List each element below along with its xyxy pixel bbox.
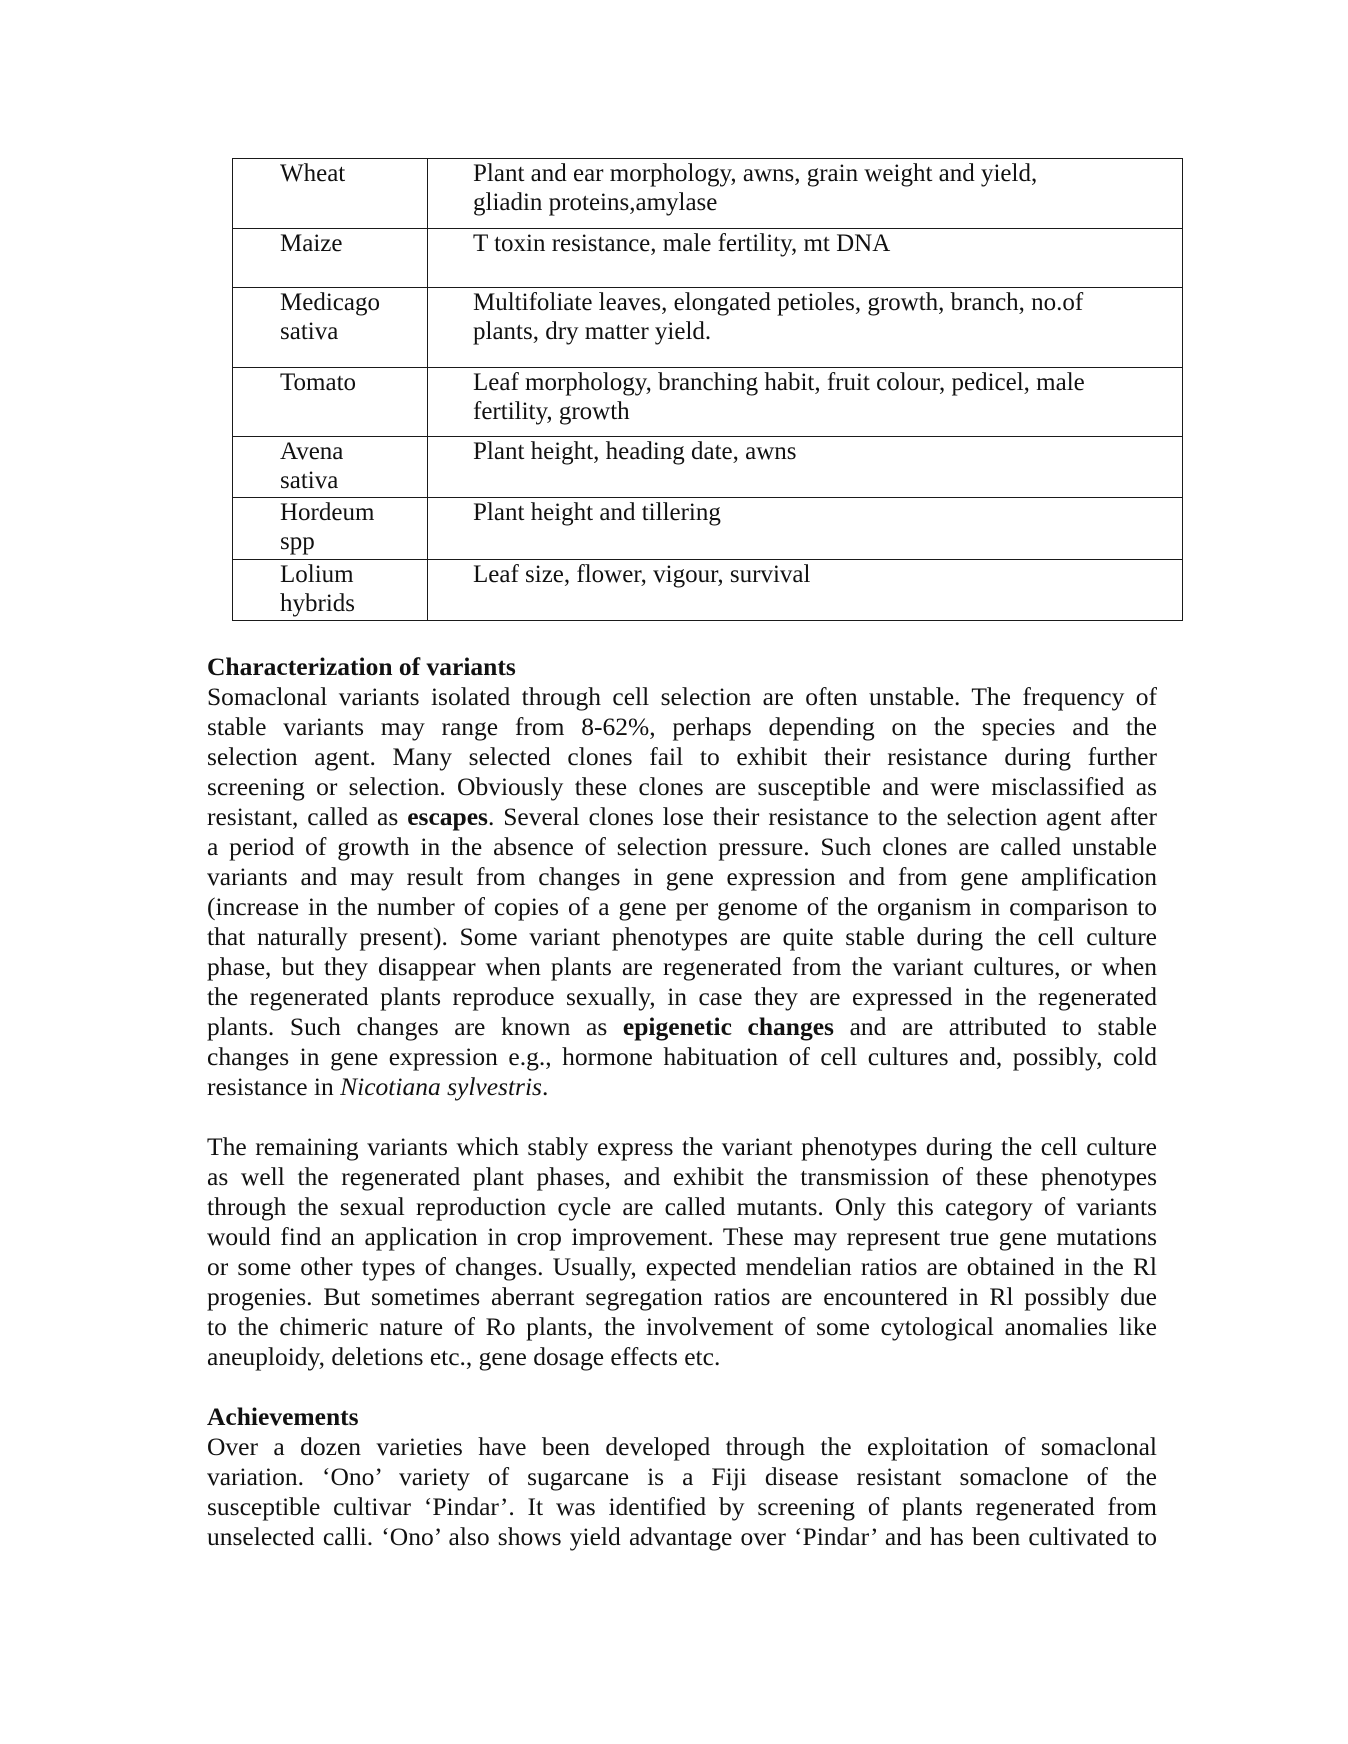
text-run: that naturally present). Some variant phenotypes are quite stable during the cell culture [207,922,1157,951]
text-line [207,1072,1157,1102]
traits-cell [428,560,1183,621]
text-run: through the sexual reproduction cycle are called mutants. Only this category of variants [207,1192,1157,1221]
text-line-content [207,1342,1157,1372]
text-run: The remaining variants which stably express the variant phenotypes during the cell culture [207,1132,1157,1161]
text-line-content [207,1162,1157,1192]
characterization-section [207,652,1157,1552]
traits-cell [428,498,1183,560]
crop-name: spp [280,528,315,555]
crop-name: Maize [280,230,343,257]
text-line-content [207,1252,1157,1282]
table-row [233,498,1183,560]
italic-species-name: Nicotiana sylvestris [340,1072,542,1101]
text-line-content [207,1522,1157,1552]
text-run: Somaclonal variants isolated through cell selection are often unstable. The frequency of [207,682,1157,711]
text-line-content [207,1432,1157,1462]
text-line [207,1192,1157,1222]
text-line-content [207,1012,1157,1042]
trait-list: Plant and ear morphology, awns, grain weight and yield, [473,160,1038,187]
table-row [233,368,1183,437]
text-run: variation. ‘Ono’ variety of sugarcane is a Fiji disease resistant somaclone of the [207,1462,1157,1491]
text-line [207,682,1157,712]
text-run: variants and may result from changes in gene expression and from gene amplification [207,862,1157,891]
traits-cell [428,159,1183,229]
crop-name: Lolium [280,561,354,588]
trait-list: fertility, growth [473,398,630,425]
text-run: stable variants may range from 8-62%, perhaps depending on the species and the [207,712,1157,741]
table-row [233,560,1183,621]
crop-name: Avena [280,438,344,465]
text-run: Over a dozen varieties have been developed through the exploitation of somaclonal [207,1432,1157,1461]
crop-name: Wheat [280,160,346,187]
text-run: aneuploidy, deletions etc., gene dosage effects etc. [207,1342,721,1371]
text-line-content [207,682,1157,712]
text-line-content [207,802,1157,832]
table-row [233,288,1183,368]
text-line-content [207,832,1157,862]
text-line [207,1012,1157,1042]
trait-list: Plant height, heading date, awns [473,438,797,465]
bold-term: escapes [407,802,488,831]
text-line-content [207,1192,1157,1222]
text-run: resistance in [207,1072,341,1101]
table-row [233,159,1183,229]
text-line-content [207,742,1157,772]
text-line [207,1312,1157,1342]
paragraph-spacer [207,1102,1157,1132]
text-line [207,982,1157,1012]
text-run: phase, but they disappear when plants are regenerated from the variant cultures, or when [207,952,1157,981]
text-line [207,742,1157,772]
text-line-content [207,1072,1157,1102]
text-line-content [207,1462,1157,1492]
crop-cell [233,560,428,621]
trait-list: Leaf size, flower, vigour, survival [473,561,811,588]
text-run: screening or selection. Obviously these clones are susceptible and were misclassified as [207,772,1157,801]
crop-name: sativa [280,467,339,494]
crop-name: hybrids [280,590,355,617]
text-line [207,1282,1157,1312]
text-line [207,1432,1157,1462]
text-line-content [207,952,1157,982]
text-run: to the chimeric nature of Ro plants, the involvement of some cytological anomalies like [207,1312,1157,1341]
characterization-paragraph-2 [207,1132,1157,1372]
crop-name: Medicago [280,289,380,316]
text-run: selection agent. Many selected clones fail to exhibit their resistance during further [207,742,1157,771]
text-line [207,1462,1157,1492]
text-line [207,1162,1157,1192]
text-run: susceptible cultivar ‘Pindar’. It was identified by screening of plants regenerated from [207,1492,1157,1521]
text-run: (increase in the number of copies of a gene per genome of the organism in comparison to [207,892,1157,921]
crop-name: Tomato [280,369,357,396]
paragraph-spacer [207,1372,1157,1402]
text-line [207,1252,1157,1282]
text-line [207,1522,1157,1552]
crop-cell [233,437,428,498]
text-line [207,952,1157,982]
traits-cell [428,368,1183,437]
text-run: and are attributed to stable [833,1012,1157,1041]
text-line-content [207,982,1157,1012]
section-heading-characterization: Characterization of variants [207,652,516,681]
section-heading-achievements: Achievements [207,1402,359,1431]
crop-cell [233,229,428,288]
text-run: . Several clones lose their resistance to the selection agent after [487,802,1157,831]
text-line-content [207,862,1157,892]
trait-list: plants, dry matter yield. [473,318,712,345]
crop-cell [233,368,428,437]
crop-cell [233,498,428,560]
text-line-content [207,1222,1157,1252]
text-line-content [207,1042,1157,1072]
text-run: unselected calli. ‘Ono’ also shows yield advantage over ‘Pindar’ and has been cultivated to [207,1522,1157,1551]
crop-name: sativa [280,318,339,345]
trait-list: Leaf morphology, branching habit, fruit colour, pedicel, male [473,369,1085,396]
text-line-content [207,712,1157,742]
text-line [207,1492,1157,1522]
trait-list: Multifoliate leaves, elongated petioles, growth, branch, no.of [473,289,1084,316]
traits-cell [428,288,1183,368]
text-line-content [207,1282,1157,1312]
text-line [207,1132,1157,1162]
text-run: changes in gene expression e.g., hormone habituation of cell cultures and, possibly, cold [207,1042,1157,1071]
text-line [207,832,1157,862]
text-line-content [207,1132,1157,1162]
table-row [233,437,1183,498]
text-line [207,1222,1157,1252]
text-run: or some other types of changes. Usually, expected mendelian ratios are obtained in the Rl [207,1252,1157,1281]
text-run: would find an application in crop improvement. These may represent true gene mutations [207,1222,1157,1251]
text-run: a period of growth in the absence of selection pressure. Such clones are called unstable [207,832,1157,861]
crop-name: Hordeum [280,499,375,526]
text-line [207,1042,1157,1072]
text-run: resistant, called as [207,802,408,831]
crop-cell [233,159,428,229]
trait-list: Plant height and tillering [473,499,721,526]
text-line-content [207,1492,1157,1522]
bold-term: epigenetic changes [622,1012,834,1041]
trait-list: gliadin proteins,amylase [473,189,718,216]
somaclonal-traits-table [232,158,1183,621]
text-line [207,892,1157,922]
characterization-paragraph-1 [207,682,1157,1102]
table-body [233,159,1183,621]
text-line-content [207,892,1157,922]
traits-cell [428,437,1183,498]
text-run: progenies. But sometimes aberrant segregation ratios are encountered in Rl possibly due [207,1282,1157,1311]
text-run: plants. Such changes are known as [207,1012,623,1041]
traits-cell [428,229,1183,288]
table-row [233,229,1183,288]
text-line-content [207,922,1157,952]
text-line [207,1342,1157,1372]
text-run: the regenerated plants reproduce sexually, in case they are expressed in the regenerated [207,982,1157,1011]
text-line [207,802,1157,832]
text-line [207,712,1157,742]
text-line [207,862,1157,892]
crop-cell [233,288,428,368]
text-line-content [207,1312,1157,1342]
text-line [207,772,1157,802]
text-line-content [207,772,1157,802]
text-line [207,922,1157,952]
text-run: as well the regenerated plant phases, and exhibit the transmission of these phenotypes [207,1162,1157,1191]
achievements-paragraph-1 [207,1432,1157,1552]
text-run: . [541,1072,549,1101]
trait-list: T toxin resistance, male fertility, mt DNA [473,230,891,257]
